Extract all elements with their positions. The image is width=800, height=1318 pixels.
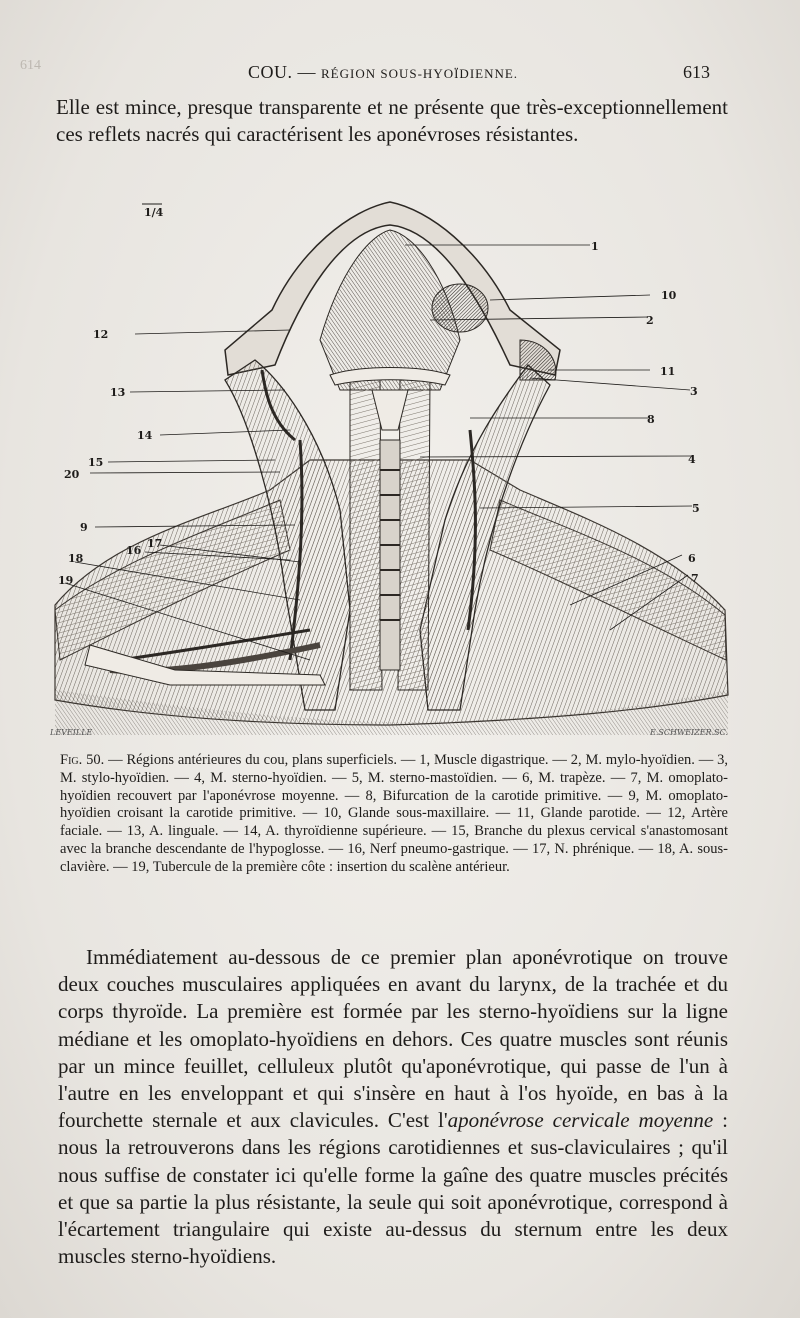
- trachea: [380, 440, 400, 670]
- figure-label-6: 6: [688, 552, 696, 565]
- caption-text: — Régions antérieures du cou, plans superficiels. — 1, Muscle digastrique. — 2, M. mylo-hyoïdien. — 3, M. stylo-hyoïdien. — 4, M. sterno-hyoïdien. — 5, M. sterno-mastoïdien. — 6, M. trapèze. — 7, M. omoplato-hyoïdien recouvert par l'aponévrose moyenne. — 8, Bifurcation de la carotide primitive. — 9, M. omoplato-hyoïdien croisant la carotide primitive. — 10, Glande sous-maxillaire. — 11, Glande parotide. — 12, Artère faciale. — 13, A. linguale. — 14, A. thyroïdienne supérieure. — 15, Branche du plexus cervical s'anastomosant avec la branche descendante de l'hypoglosse. — 16, Nerf pneumo-gastrique. — 17, N. phrénique. — 18, A. sous-clavière. — 19, Tubercule de la première côte : insertion du scalène antérieur.: [60, 752, 728, 875]
- header-title-separator: —: [297, 62, 317, 82]
- neck-illustration: [50, 190, 732, 740]
- figure-label-11: 11: [660, 365, 676, 378]
- scale-label: 1/4: [144, 206, 164, 219]
- body-text: [58, 944, 728, 1270]
- running-header: [0, 58, 800, 86]
- figure-label-18: 18: [68, 552, 84, 565]
- body-paragraph: [58, 944, 728, 1270]
- body-text-part-1: Immédiatement au-dessous de ce premier plan aponévrotique on trouve deux couches musculaires appliquées en avant du larynx, de la trachée et du corps thyroïde. La première est formée par les sterno-hyoïdiens sur la ligne médiane et les omoplato-hyoïdiens en dehors. Ces quatre muscles sont réunis par un mince feuillet, celluleux plutôt qu'aponévrotique, qui passe de l'un à l'autre en les enveloppant et qui s'insère en haut à l'os hyoïde, en bas à la fourchette sternale et aux clavicules. C'est l': [58, 945, 728, 1133]
- figure-label-9: 9: [80, 521, 88, 534]
- sternohyoid-left: [350, 375, 382, 690]
- figure-label-2: 2: [646, 314, 654, 327]
- figure-caption: [60, 752, 728, 877]
- figure-label-8: 8: [647, 413, 655, 426]
- figure-label-12: 12: [93, 328, 109, 341]
- figure-label-16: 16: [126, 544, 142, 557]
- page-number: 613: [683, 62, 710, 82]
- header-title: [248, 62, 518, 83]
- engraver-signature-left: LEVEILLE: [50, 728, 93, 737]
- figure-label-1: 1: [591, 240, 599, 253]
- figure-label-15: 15: [88, 456, 104, 469]
- figure-label-14: 14: [137, 429, 153, 442]
- figure-label-10: 10: [661, 289, 677, 302]
- figure-label-7: 7: [691, 572, 699, 585]
- figure-label-20: 20: [64, 468, 80, 481]
- anatomical-figure: [50, 190, 732, 740]
- figure-label-3: 3: [690, 385, 698, 398]
- figure-label-17: 17: [147, 537, 163, 550]
- figure-label-13: 13: [110, 386, 126, 399]
- figure-label-5: 5: [692, 502, 700, 515]
- sternohyoid-right: [398, 375, 430, 690]
- body-text-part-2: : nous la retrouverons dans les régions carotidiennes et sus-claviculaires ; qu'il nous suffise de constater ici qu'elle forme la gaîne des quatre muscles précités et que sa partie la plus résistante, la seule qui soit aponévrotique, correspond à l'écartement triangulaire qui existe au-dessus du sternum entre les deux muscles sterno-hyoïdiens.: [58, 1108, 728, 1269]
- figure-number: Fig. 50.: [60, 752, 105, 768]
- engraver-signature-right: E.SCHWEIZER.SC.: [650, 728, 729, 737]
- intro-paragraph: Elle est mince, presque transparente et ne présente que très-exceptionnellement ces reflets nacrés qui caractérisent les aponévroses résistantes.: [56, 95, 728, 146]
- figure-label-19: 19: [58, 574, 74, 587]
- header-title-sub: RÉGION SOUS-HYOÏDIENNE.: [321, 66, 519, 81]
- figure-label-4: 4: [688, 453, 696, 466]
- header-title-main: COU.: [248, 62, 293, 82]
- bleed-page-number: 614: [20, 58, 41, 73]
- submaxillary-gland: [432, 284, 488, 332]
- body-text-italic-term: aponévrose cervicale moyenne: [447, 1108, 714, 1133]
